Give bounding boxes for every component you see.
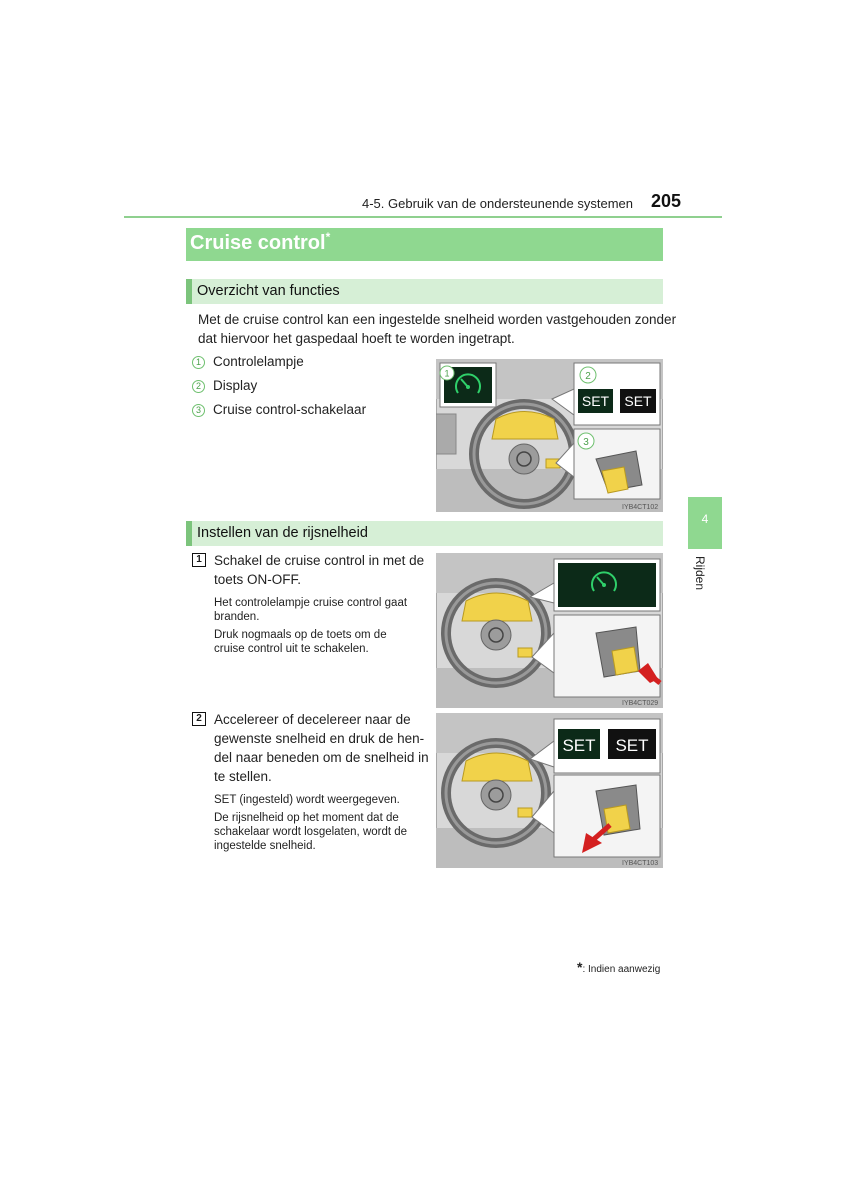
speed-heading: Instellen van de rijsnelheid [197,525,368,541]
step-2-note-1: SET (ingesteld) wordt weergegeven. [214,794,400,806]
step-number-1: 1 [192,553,206,567]
section-header: 4-5. Gebruik van de ondersteunende systemen [362,196,634,211]
overview-illustration [436,359,663,512]
set-indicator-green: SET [562,736,596,755]
step-2-note-2-line-1: De rijsnelheid op het moment dat de [214,812,399,824]
step-1-note-1-line-2: branden. [214,611,260,623]
chapter-label: Rijden [693,556,707,591]
figure-code-3: IYB4CT103 [622,860,659,867]
figure-code-2: IYB4CT029 [622,700,659,707]
step-2-line-4: te stellen. [214,769,272,784]
page-title-text: Cruise control [190,232,326,254]
title-footnote-star: * [325,230,331,244]
legend-item-display [192,378,257,393]
callout-1-label: 1 [444,368,450,379]
step-2-note-2-line-3: ingestelde snelheid. [214,840,316,852]
step-1-note-2-line-2: cruise control uit te schakelen. [214,643,369,655]
legend-label: Display [213,378,258,393]
legend-number-1: 1 [192,356,205,369]
step-1-line-2: toets ON-OFF. [214,572,302,587]
step-number-2: 2 [192,712,206,726]
legend-number-2: 2 [192,380,205,393]
step-2-note-2-line-2: schakelaar wordt losgelaten, wordt de [214,826,408,838]
step-2-line-3: del naar beneden om de snelheid in [214,750,429,765]
callout-2-label: 2 [585,371,591,382]
legend-number-3: 3 [192,404,205,417]
header-divider [124,216,722,218]
legend-label: Cruise control-schakelaar [213,402,367,417]
step-1-note-2-line-1: Druk nogmaals op de toets om de [214,629,387,641]
legend-item-controlelampje [192,354,304,369]
set-indicator-green: SET [581,393,610,409]
step-2-line-2: gewenste snelheid en druk de hen- [214,731,425,746]
page-title [190,232,330,255]
overview-intro-line-2: dat hiervoor het gaspedaal hoeft te worden ingetrapt. [198,331,515,346]
overview-heading: Overzicht van functies [197,283,340,299]
step-1-note-1-line-1: Het controlelampje cruise control gaat [214,597,408,609]
step-1-line-1: Schakel de cruise control in met de [214,553,425,568]
step-1-illustration [436,553,663,708]
chapter-tab[interactable]: 4 [688,497,722,549]
set-indicator-dark: SET [615,736,649,755]
legend-label: Controlelampje [213,354,304,369]
step-2-line-1: Accelereer of decelereer naar de [214,712,411,727]
page-number: 205 [651,191,682,211]
set-indicator-dark: SET [624,393,652,409]
figure-code-1: IYB4CT102 [622,504,659,511]
footnote-star: * [577,959,583,975]
callout-3-label: 3 [583,437,589,448]
footnote [577,959,660,975]
legend-item-switch [192,402,366,417]
footnote-text: : Indien aanwezig [582,964,661,975]
overview-intro-line-1: Met de cruise control kan een ingestelde snelheid worden vastgehouden zonder [198,312,677,327]
step-2-illustration [436,713,663,868]
